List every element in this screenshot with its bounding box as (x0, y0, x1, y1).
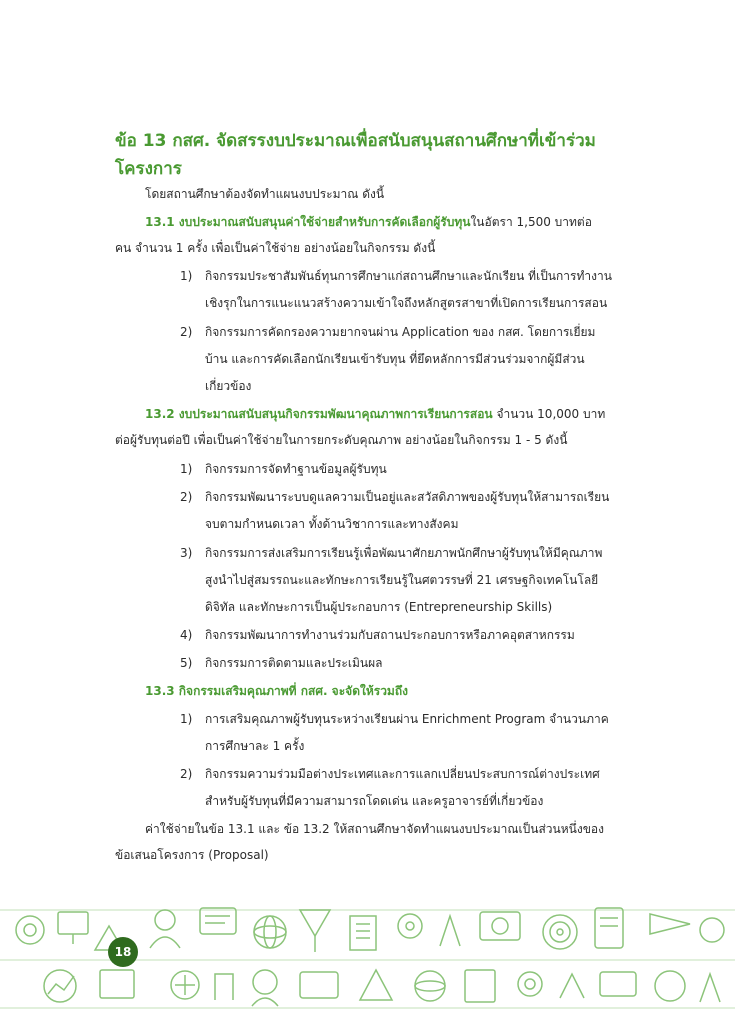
list-item-number: 3) (180, 546, 193, 560)
list-item-line: จบตามกำหนดเวลา ทั้งด้านวิชาการและทางสังคม (205, 517, 459, 531)
list-item-line: กิจกรรมพัฒนาการทำงานร่วมกับสถานประกอบการหรือภาคอุตสาหกรรม (205, 628, 575, 642)
list-item-line: กิจกรรมความร่วมมือต่างประเทศและการแลกเปลี่ยนประสบการณ์ต่างประเทศ (205, 767, 600, 781)
list-item-line: กิจกรรมการติดตามและประเมินผล (205, 656, 383, 670)
list-item-line: บ้าน และการคัดเลือกนักเรียนเข้ารับทุน ที่ยึดหลักการมีส่วนร่วมจากผู้มีส่วน (205, 352, 585, 366)
section-13-1-title: 13.1 งบประมาณสนับสนุนค่าใช้จ่ายสำหรับการคัดเลือกผู้รับทุน (145, 215, 471, 229)
list-item-line: การเสริมคุณภาพผู้รับทุนระหว่างเรียนผ่าน Enrichment Program จำนวนภาค (205, 712, 609, 726)
list-item-line: ดิจิทัล และทักษะการเป็นผู้ประกอบการ (Entrepreneurship Skills) (205, 600, 553, 614)
list-item-line: สำหรับผู้รับทุนที่มีความสามารถโดดเด่น และครูอาจารย์ที่เกี่ยวข้อง (205, 794, 544, 808)
heading-line-1: ข้อ 13 กสศ. จัดสรรงบประมาณเพื่อสนับสนุนสถานศึกษาที่เข้าร่วม (115, 131, 596, 151)
list-item-number: 1) (180, 712, 193, 726)
section-13-3-heading (145, 683, 408, 699)
page-number-badge: 18 (108, 937, 138, 967)
section-13-3-title: 13.3 กิจกรรมเสริมคุณภาพที่ กสศ. จะจัดให้รวมถึง (145, 684, 408, 698)
closing-line-2: ข้อเสนอโครงการ (Proposal) (115, 848, 269, 862)
list-item-line: เกี่ยวข้อง (205, 379, 252, 393)
intro-text: โดยสถานศึกษาต้องจัดทำแผนงบประมาณ ดังนี้ (145, 187, 385, 201)
list-item-number: 1) (180, 269, 193, 283)
section-13-1-rest: ในอัตรา 1,500 บาทต่อ (470, 215, 592, 229)
closing-line-1: ค่าใช้จ่ายในข้อ 13.1 และ ข้อ 13.2 ให้สถานศึกษาจัดทำแผนงบประมาณเป็นส่วนหนึ่งของ (145, 822, 604, 836)
section-13-2-title: 13.2 งบประมาณสนับสนุนกิจกรรมพัฒนาคุณภาพการเรียนการสอน (145, 407, 493, 421)
list-item-line: กิจกรรมการส่งเสริมการเรียนรู้เพื่อพัฒนาศักยภาพนักศึกษาผู้รับทุนให้มีคุณภาพ (205, 546, 603, 560)
section-13-2-heading (145, 406, 605, 422)
list-item-line: การศึกษาละ 1 ครั้ง (205, 739, 305, 753)
list-item-number: 2) (180, 767, 193, 781)
list-item-line: เชิงรุกในการแนะแนวสร้างความเข้าใจถึงหลักสูตรสาขาที่เปิดการเรียนการสอน (205, 296, 608, 310)
list-item-number: 1) (180, 462, 193, 476)
heading-line-2: โครงการ (115, 159, 182, 179)
section-13-2-line2: ต่อผู้รับทุนต่อปี เพื่อเป็นค่าใช้จ่ายในการยกระดับคุณภาพ อย่างน้อยในกิจกรรม 1 - 5 ดังนี้ (115, 433, 568, 447)
list-item-number: 5) (180, 656, 193, 670)
section-13-2-rest: จำนวน 10,000 บาท (492, 407, 606, 421)
list-item-line: กิจกรรมพัฒนาระบบดูแลความเป็นอยู่และสวัสดิภาพของผู้รับทุนให้สามารถเรียน (205, 490, 610, 504)
section-heading (115, 127, 630, 183)
list-item-number: 2) (180, 325, 193, 339)
section-13-1-heading (145, 214, 592, 230)
list-item-number: 4) (180, 628, 193, 642)
section-13-1-line2: คน จำนวน 1 ครั้ง เพื่อเป็นค่าใช้จ่าย อย่างน้อยในกิจกรรม ดังนี้ (115, 241, 436, 255)
list-item-line: กิจกรรมการจัดทำฐานข้อมูลผู้รับทุน (205, 462, 387, 476)
list-item-number: 2) (180, 490, 193, 504)
list-item-line: กิจกรรมการคัดกรองความยากจนผ่าน Application ของ กสศ. โดยการเยี่ยม (205, 325, 596, 339)
list-item-line: สูงนำไปสู่สมรรถนะและทักษะการเรียนรู้ในศตวรรษที่ 21 เศรษฐกิจเทคโนโลยี (205, 573, 599, 587)
list-item-line: กิจกรรมประชาสัมพันธ์ทุนการศึกษาแก่สถานศึกษาและนักเรียน ที่เป็นการทำงาน (205, 269, 612, 283)
